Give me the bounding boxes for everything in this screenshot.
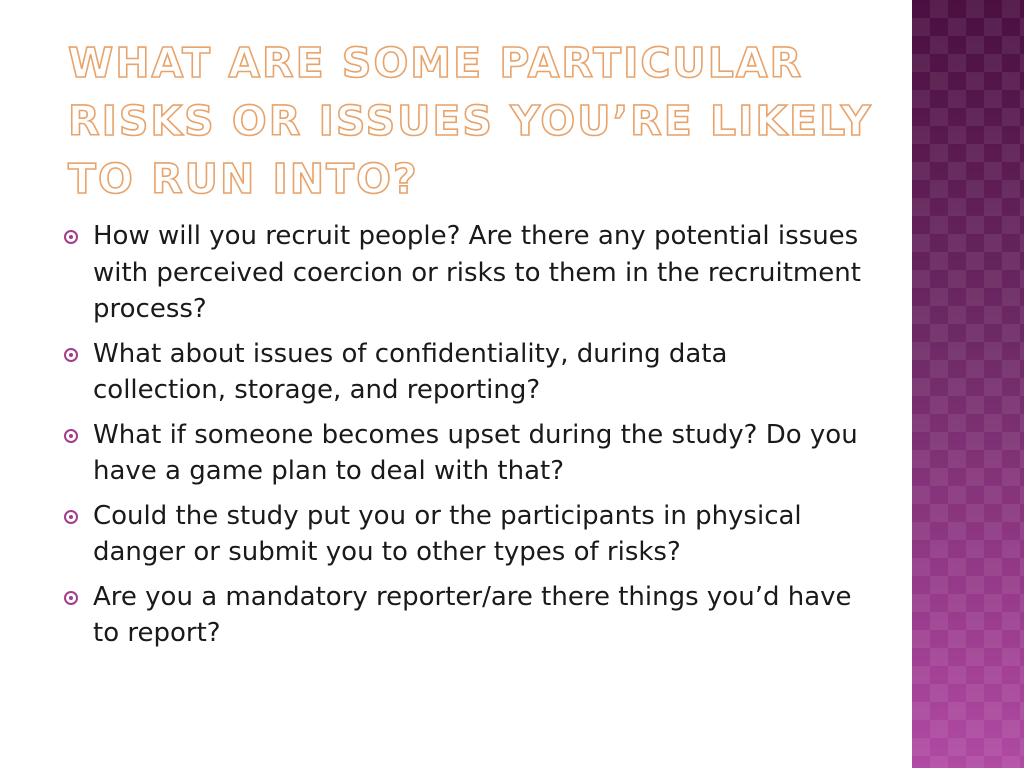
bullet-text: What about issues of confidentiality, during data collection, storage, and reporting?	[93, 338, 728, 405]
bullet-item	[64, 498, 864, 571]
bullet-item	[64, 579, 864, 652]
bullet-list	[64, 218, 864, 660]
bullet-item	[64, 336, 864, 409]
bullet-text: Could the study put you or the participants in physical danger or submit you to other types of risks?	[93, 500, 802, 567]
circle-bullet-icon	[64, 230, 78, 244]
circle-bullet-icon	[64, 591, 78, 605]
circle-bullet-icon	[64, 429, 78, 443]
bullet-item	[64, 417, 864, 490]
decorative-side-panel	[912, 0, 1024, 768]
circle-bullet-icon	[64, 348, 78, 362]
slide-title: WHAT ARE SOME PARTICULAR RISKS OR ISSUES YOU’RE LIKELY TO RUN INTO?	[68, 39, 873, 203]
bullet-item	[64, 218, 864, 328]
bullet-text: How will you recruit people? Are there any potential issues with perceived coercion or risks to them in the recruitment process?	[93, 221, 861, 324]
bullet-text: What if someone becomes upset during the study? Do you have a game plan to deal with that?	[93, 419, 858, 486]
bullet-text: Are you a mandatory reporter/are there things you’d have to report?	[93, 581, 852, 648]
circle-bullet-icon	[64, 510, 78, 524]
